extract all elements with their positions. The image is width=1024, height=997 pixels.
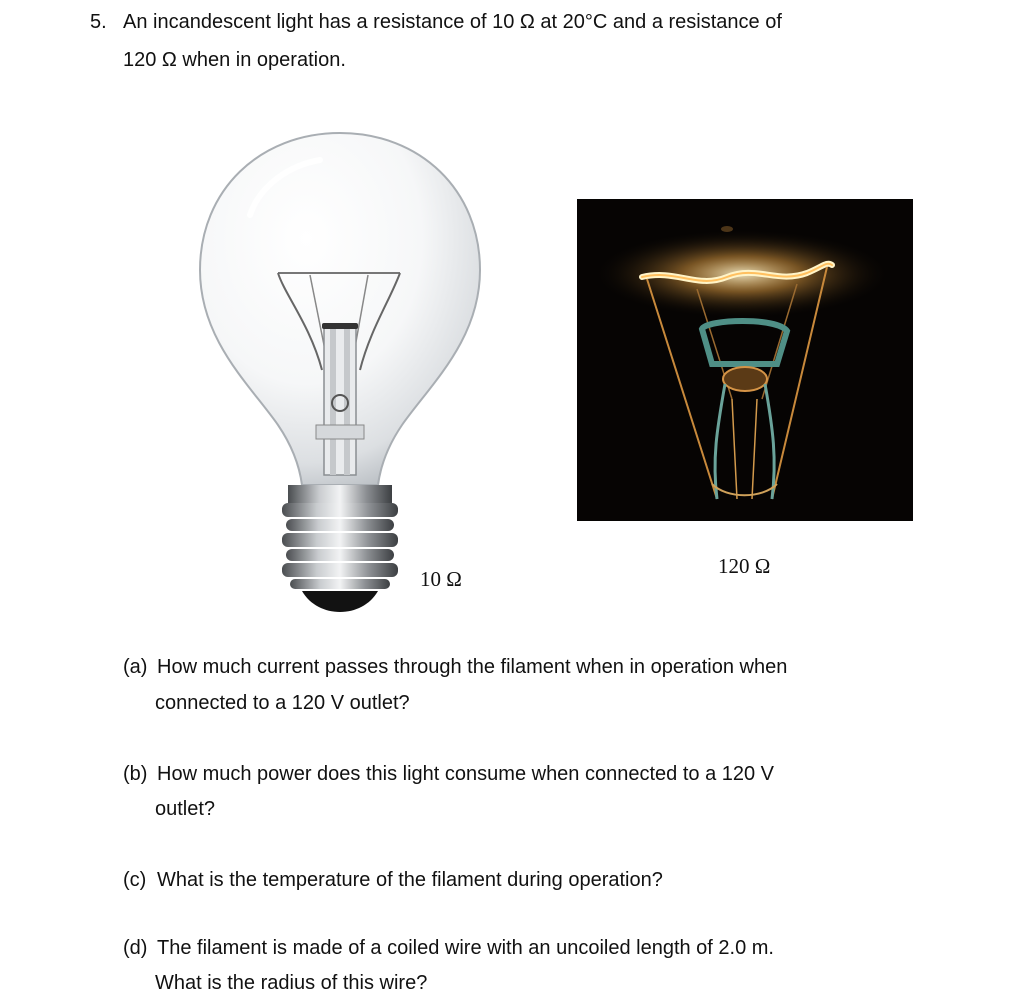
question-b-label: (b) [123, 763, 148, 785]
question-a-label: (a) [123, 656, 148, 678]
cold-light-bulb-image [190, 125, 490, 620]
question-c-line-1: What is the temperature of the filament during operation? [157, 869, 663, 891]
problem-statement-line-1: An incandescent light has a resistance of 10 Ω at 20°C and a resistance of [123, 11, 782, 33]
question-d-label: (d) [123, 937, 148, 959]
problem-number: 5. [90, 11, 107, 33]
glowing-filament-image [577, 199, 913, 521]
cold-resistance-caption: 10 Ω [420, 567, 462, 591]
question-d-line-2: What is the radius of this wire? [155, 972, 428, 994]
question-b-line-2: outlet? [155, 798, 216, 820]
problem-statement-line-2: 120 Ω when in operation. [123, 49, 346, 71]
question-b-line-1: How much power does this light consume when connected to a 120 V [157, 763, 775, 785]
hot-resistance-caption: 120 Ω [718, 554, 771, 578]
question-c-label: (c) [123, 869, 147, 891]
question-a-line-1: How much current passes through the filament when in operation when [157, 656, 788, 678]
question-a-line-2: connected to a 120 V outlet? [155, 692, 410, 714]
question-d-line-1: The filament is made of a coiled wire with an uncoiled length of 2.0 m. [157, 937, 774, 959]
